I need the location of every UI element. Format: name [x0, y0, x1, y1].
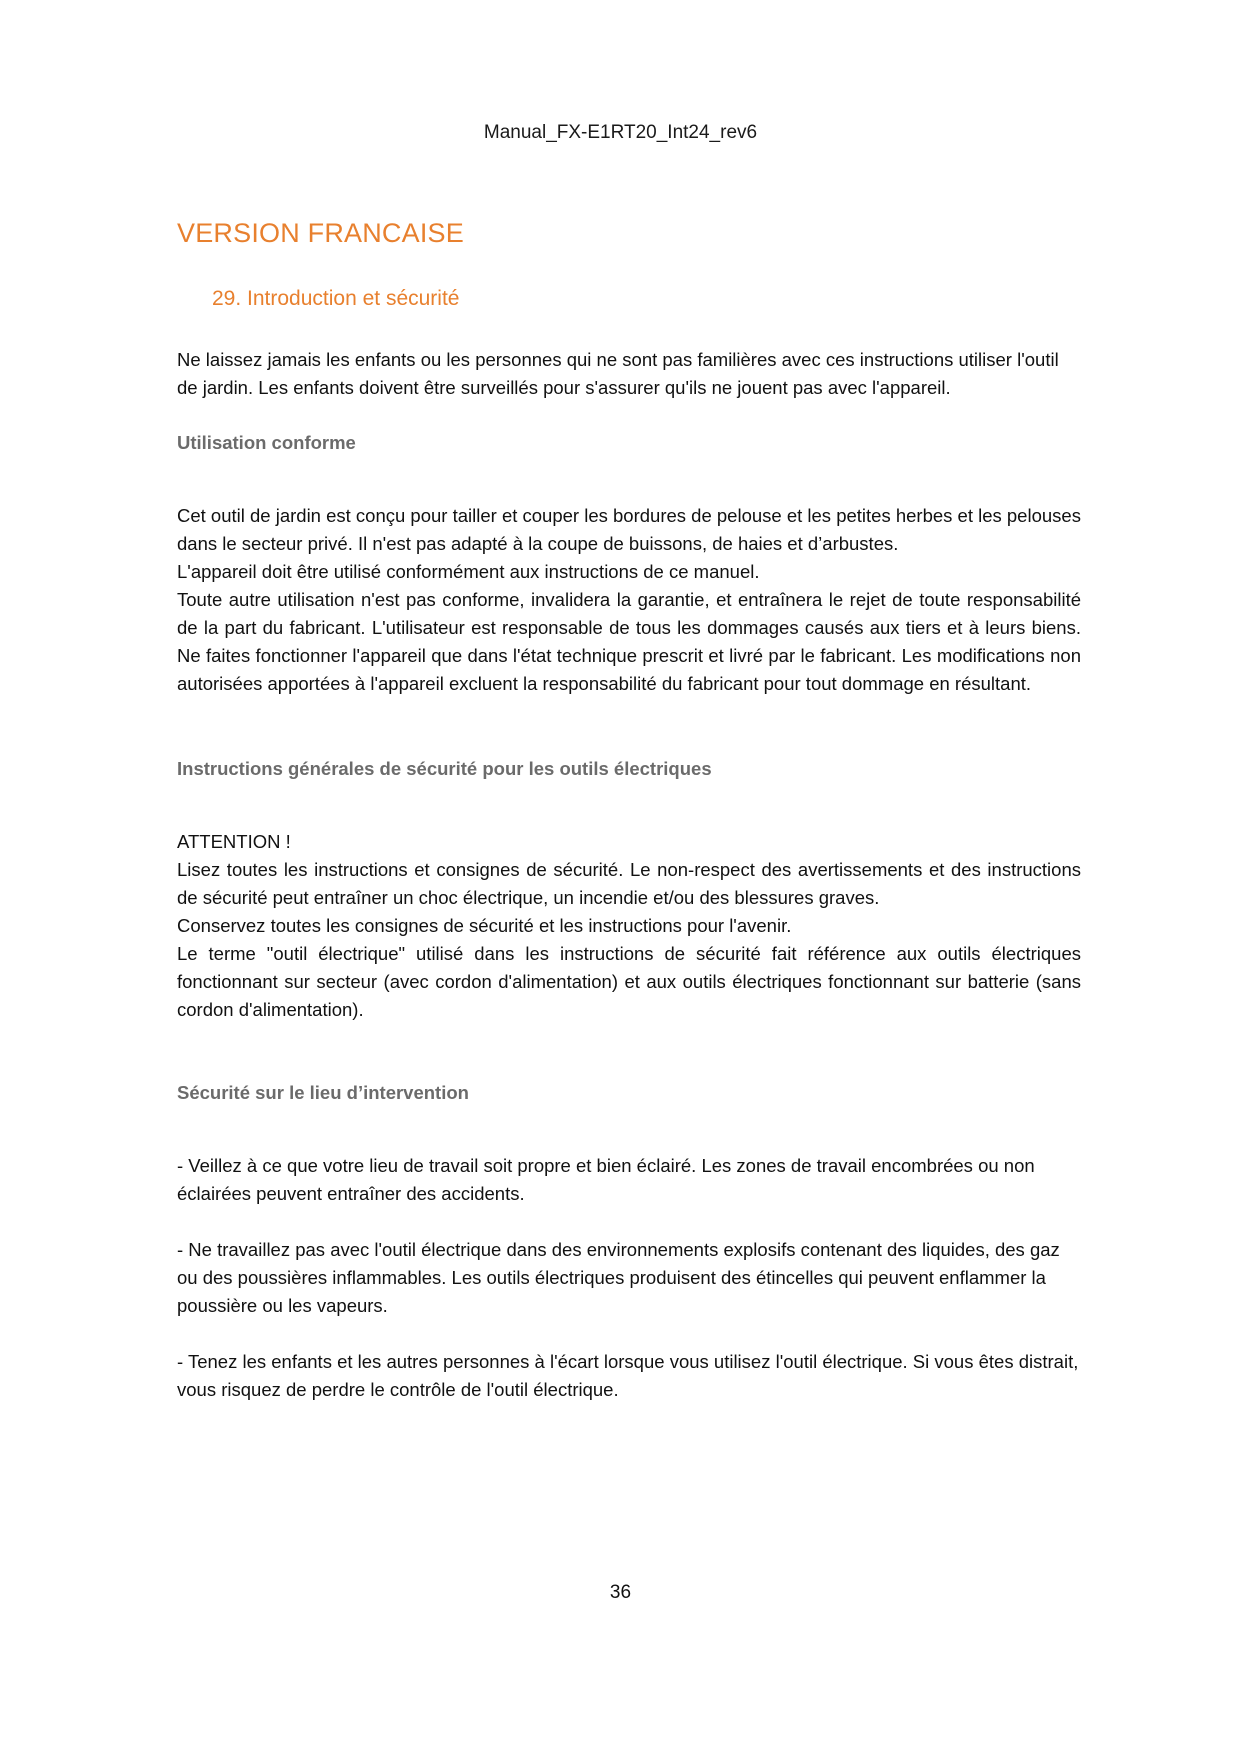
workplace-item: - Tenez les enfants et les autres personnes à l'écart lorsque vous utilisez l'outil électrique. Si vous êtes distrait, vous risquez de perdre le contrôle de l'outil électrique.	[177, 1351, 1079, 1400]
general-safety-paragraph-1: Lisez toutes les instructions et consignes de sécurité. Le non-respect des avertissements et des instructions de sécurité peut entraîner un choc électrique, un incendie et/ou des blessures graves.	[177, 859, 1081, 908]
main-title: VERSION FRANCAISE	[177, 218, 464, 248]
usage-paragraph-1: Cet outil de jardin est conçu pour tailler et couper les bordures de pelouse et les petites herbes et les pelouses dans le secteur privé. Il n'est pas adapté à la coupe de buissons, de haies et d’arbustes.	[177, 505, 1081, 554]
general-safety-paragraph-3: Le terme "outil électrique" utilisé dans les instructions de sécurité fait référence aux outils électriques fonctionnant sur secteur (avec cordon d'alimentation) et aux outils électriques fonctionnant sur batterie (sans cordon d'alimentation).	[177, 943, 1081, 1020]
usage-block	[177, 502, 1081, 698]
usage-paragraph-3: Toute autre utilisation n'est pas conforme, invalidera la garantie, et entraînera le rejet de toute responsabilité de la part du fabricant. L'utilisateur est responsable de tous les dommages causés aux tiers et à leurs biens. Ne faites fonctionner l'appareil que dans l'état technique prescrit et livré par le fabricant. Les modifications non autorisées apportées à l'appareil excluent la responsabilité du fabricant pour tout dommage en résultant.	[177, 589, 1081, 694]
section-title: 29. Introduction et sécurité	[212, 287, 460, 310]
workplace-item: - Ne travaillez pas avec l'outil électrique dans des environnements explosifs contenant des liquides, des gaz ou des poussières inflammables. Les outils électriques produisent des étincelles qui peuvent enflammer la poussière ou les vapeurs.	[177, 1239, 1060, 1316]
workplace-item: - Veillez à ce que votre lieu de travail soit propre et bien éclairé. Les zones de travail encombrées ou non éclairées peuvent entraîner des accidents.	[177, 1155, 1035, 1204]
document-header-title: Manual_FX-E1RT20_Int24_rev6	[483, 122, 758, 143]
attention-label: ATTENTION !	[177, 831, 291, 852]
page-content	[177, 218, 1081, 1404]
usage-paragraph-2: L'appareil doit être utilisé conformément aux instructions de ce manuel.	[177, 561, 760, 582]
page-number: 36	[609, 1582, 632, 1603]
intro-paragraph: Ne laissez jamais les enfants ou les personnes qui ne sont pas familières avec ces instructions utiliser l'outil de jardin. Les enfants doivent être surveillés pour s'assurer qu'ils ne jouent pas avec l'appareil.	[177, 349, 1059, 398]
workplace-heading: Sécurité sur le lieu d’intervention	[177, 1082, 469, 1103]
general-safety-paragraph-2: Conservez toutes les consignes de sécurité et les instructions pour l'avenir.	[177, 915, 792, 936]
general-safety-block	[177, 828, 1081, 1024]
general-safety-heading: Instructions générales de sécurité pour les outils électriques	[177, 758, 712, 779]
usage-heading: Utilisation conforme	[177, 432, 356, 453]
